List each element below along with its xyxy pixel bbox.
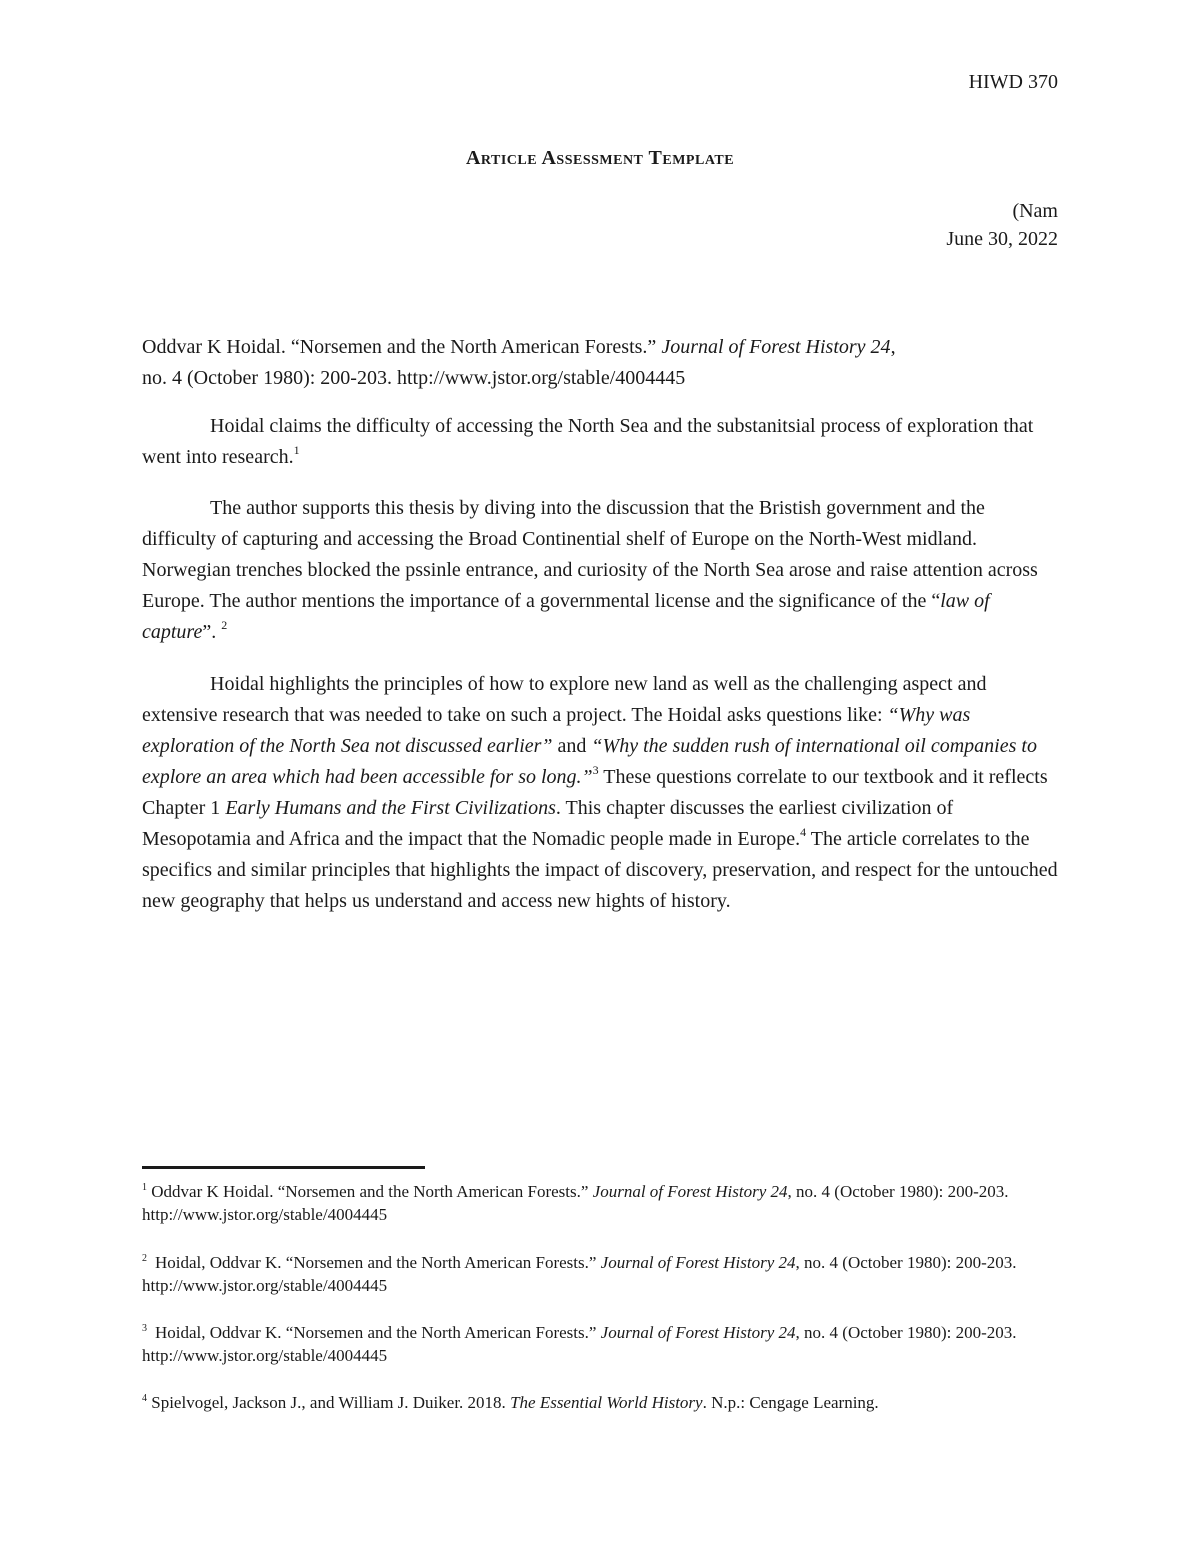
course-code: HIWD 370 <box>968 71 1058 93</box>
citation-author: Oddvar K Hoidal. <box>142 336 291 358</box>
citation-comma: , <box>890 336 896 358</box>
footnote-ref-1[interactable]: 1 <box>293 443 300 457</box>
footnote-separator <box>142 1166 425 1169</box>
footnote-2 <box>142 1251 1042 1297</box>
question-one: “Why was exploration of the North Sea not discussed earlier” <box>142 704 971 757</box>
footnote-ref-2[interactable]: 2 <box>221 618 228 632</box>
footnote-ref-3[interactable]: 3 <box>592 763 599 777</box>
law-of-capture-term: law of capture <box>142 590 990 643</box>
footnote-text-end: , no. 4 (October 1980): 200-203. http://www.jstor.org/stable/4004445 <box>142 1182 1009 1224</box>
footnote-4 <box>142 1391 1042 1414</box>
paragraph-analysis-text-a: Hoidal highlights the principles of how to explore new land as well as the challenging aspect and extensive research that was needed to take on such a project. The Hoidal asks questions like: <box>142 673 987 726</box>
chapter-title: Early Humans and the First Civilizations <box>225 797 556 819</box>
document-date: June 30, 2022 <box>946 228 1058 250</box>
footnote-number: 2 <box>142 1253 147 1264</box>
footnote-italic: Journal of Forest History 24 <box>600 1253 796 1272</box>
footnote-text-end: , no. 4 (October 1980): 200-203. http://www.jstor.org/stable/4004445 <box>142 1323 1017 1365</box>
footnote-italic: The Essential World History <box>510 1393 703 1412</box>
footnote-number: 3 <box>142 1323 147 1334</box>
paragraph-analysis-text-b: These questions correlate to our textbook and it reflects Chapter 1 <box>142 766 1048 819</box>
paragraph-analysis-text-d: The article correlates to the specifics and similar principles that highlights the impact of discovery, preservation, and respect for the untouched new geography that helps us understand and access new hights of history. <box>142 828 1058 912</box>
footnote-1 <box>142 1180 1042 1226</box>
question-two: “Why the sudden rush of international oil companies to explore an area which had been accessible for so long.” <box>142 735 1037 788</box>
footnote-text: Hoidal, Oddvar K. “Norsemen and the North American Forests.” <box>155 1323 601 1342</box>
footnote-text: Hoidal, Oddvar K. “Norsemen and the North American Forests.” <box>155 1253 601 1272</box>
paragraph-analysis <box>142 669 1062 917</box>
paragraph-support-text: The author supports this thesis by diving into the discussion that the Bristish government and the difficulty of capturing and accessing the Broad Continential shelf of Europe on the North-West midland. Norwegian trenches blocked the pssinle entrance, and curiosity of the North Sea arose and raise attention across Europe. The author mentions the importance of a governmental license and the significance of the “ <box>142 497 1038 612</box>
student-name: (Nam <box>1012 200 1058 222</box>
footnote-number: 4 <box>142 1393 147 1404</box>
footnote-number: 1 <box>142 1182 147 1193</box>
citation-line-1 <box>142 332 1062 363</box>
footnote-text-end: . N.p.: Cengage Learning. <box>702 1393 879 1412</box>
footnote-3 <box>142 1321 1042 1367</box>
paragraph-thesis <box>142 411 1062 473</box>
footnote-ref-4[interactable]: 4 <box>800 825 807 839</box>
paragraph-thesis-text: Hoidal claims the difficulty of accessing the North Sea and the substanitsial process of exploration that went into research. <box>142 415 1034 468</box>
citation-line-2: no. 4 (October 1980): 200-203. http://www.jstor.org/stable/4004445 <box>142 367 686 389</box>
paragraph-support-end: ”. <box>202 621 222 643</box>
paragraph-support <box>142 493 1062 648</box>
footnote-text: Spielvogel, Jackson J., and William J. Duiker. 2018. <box>151 1393 511 1412</box>
document-title: Article Assessment Template <box>465 147 735 169</box>
footnote-text-end: , no. 4 (October 1980): 200-203. http://www.jstor.org/stable/4004445 <box>142 1253 1017 1295</box>
footnote-italic: Journal of Forest History 24 <box>592 1182 788 1201</box>
paragraph-analysis-text-c: . This chapter discusses the earliest civilization of Mesopotamia and Africa and the impact that the Nomadic people made in Europe. <box>142 797 954 850</box>
citation-journal: Journal of Forest History 24 <box>661 336 891 358</box>
footnote-italic: Journal of Forest History 24 <box>600 1323 796 1342</box>
question-connector: and <box>552 735 592 757</box>
footnote-text: Oddvar K Hoidal. “Norsemen and the North American Forests.” <box>151 1182 593 1201</box>
citation-article-title: “Norsemen and the North American Forests.” <box>290 336 662 358</box>
article-citation <box>142 332 1062 394</box>
